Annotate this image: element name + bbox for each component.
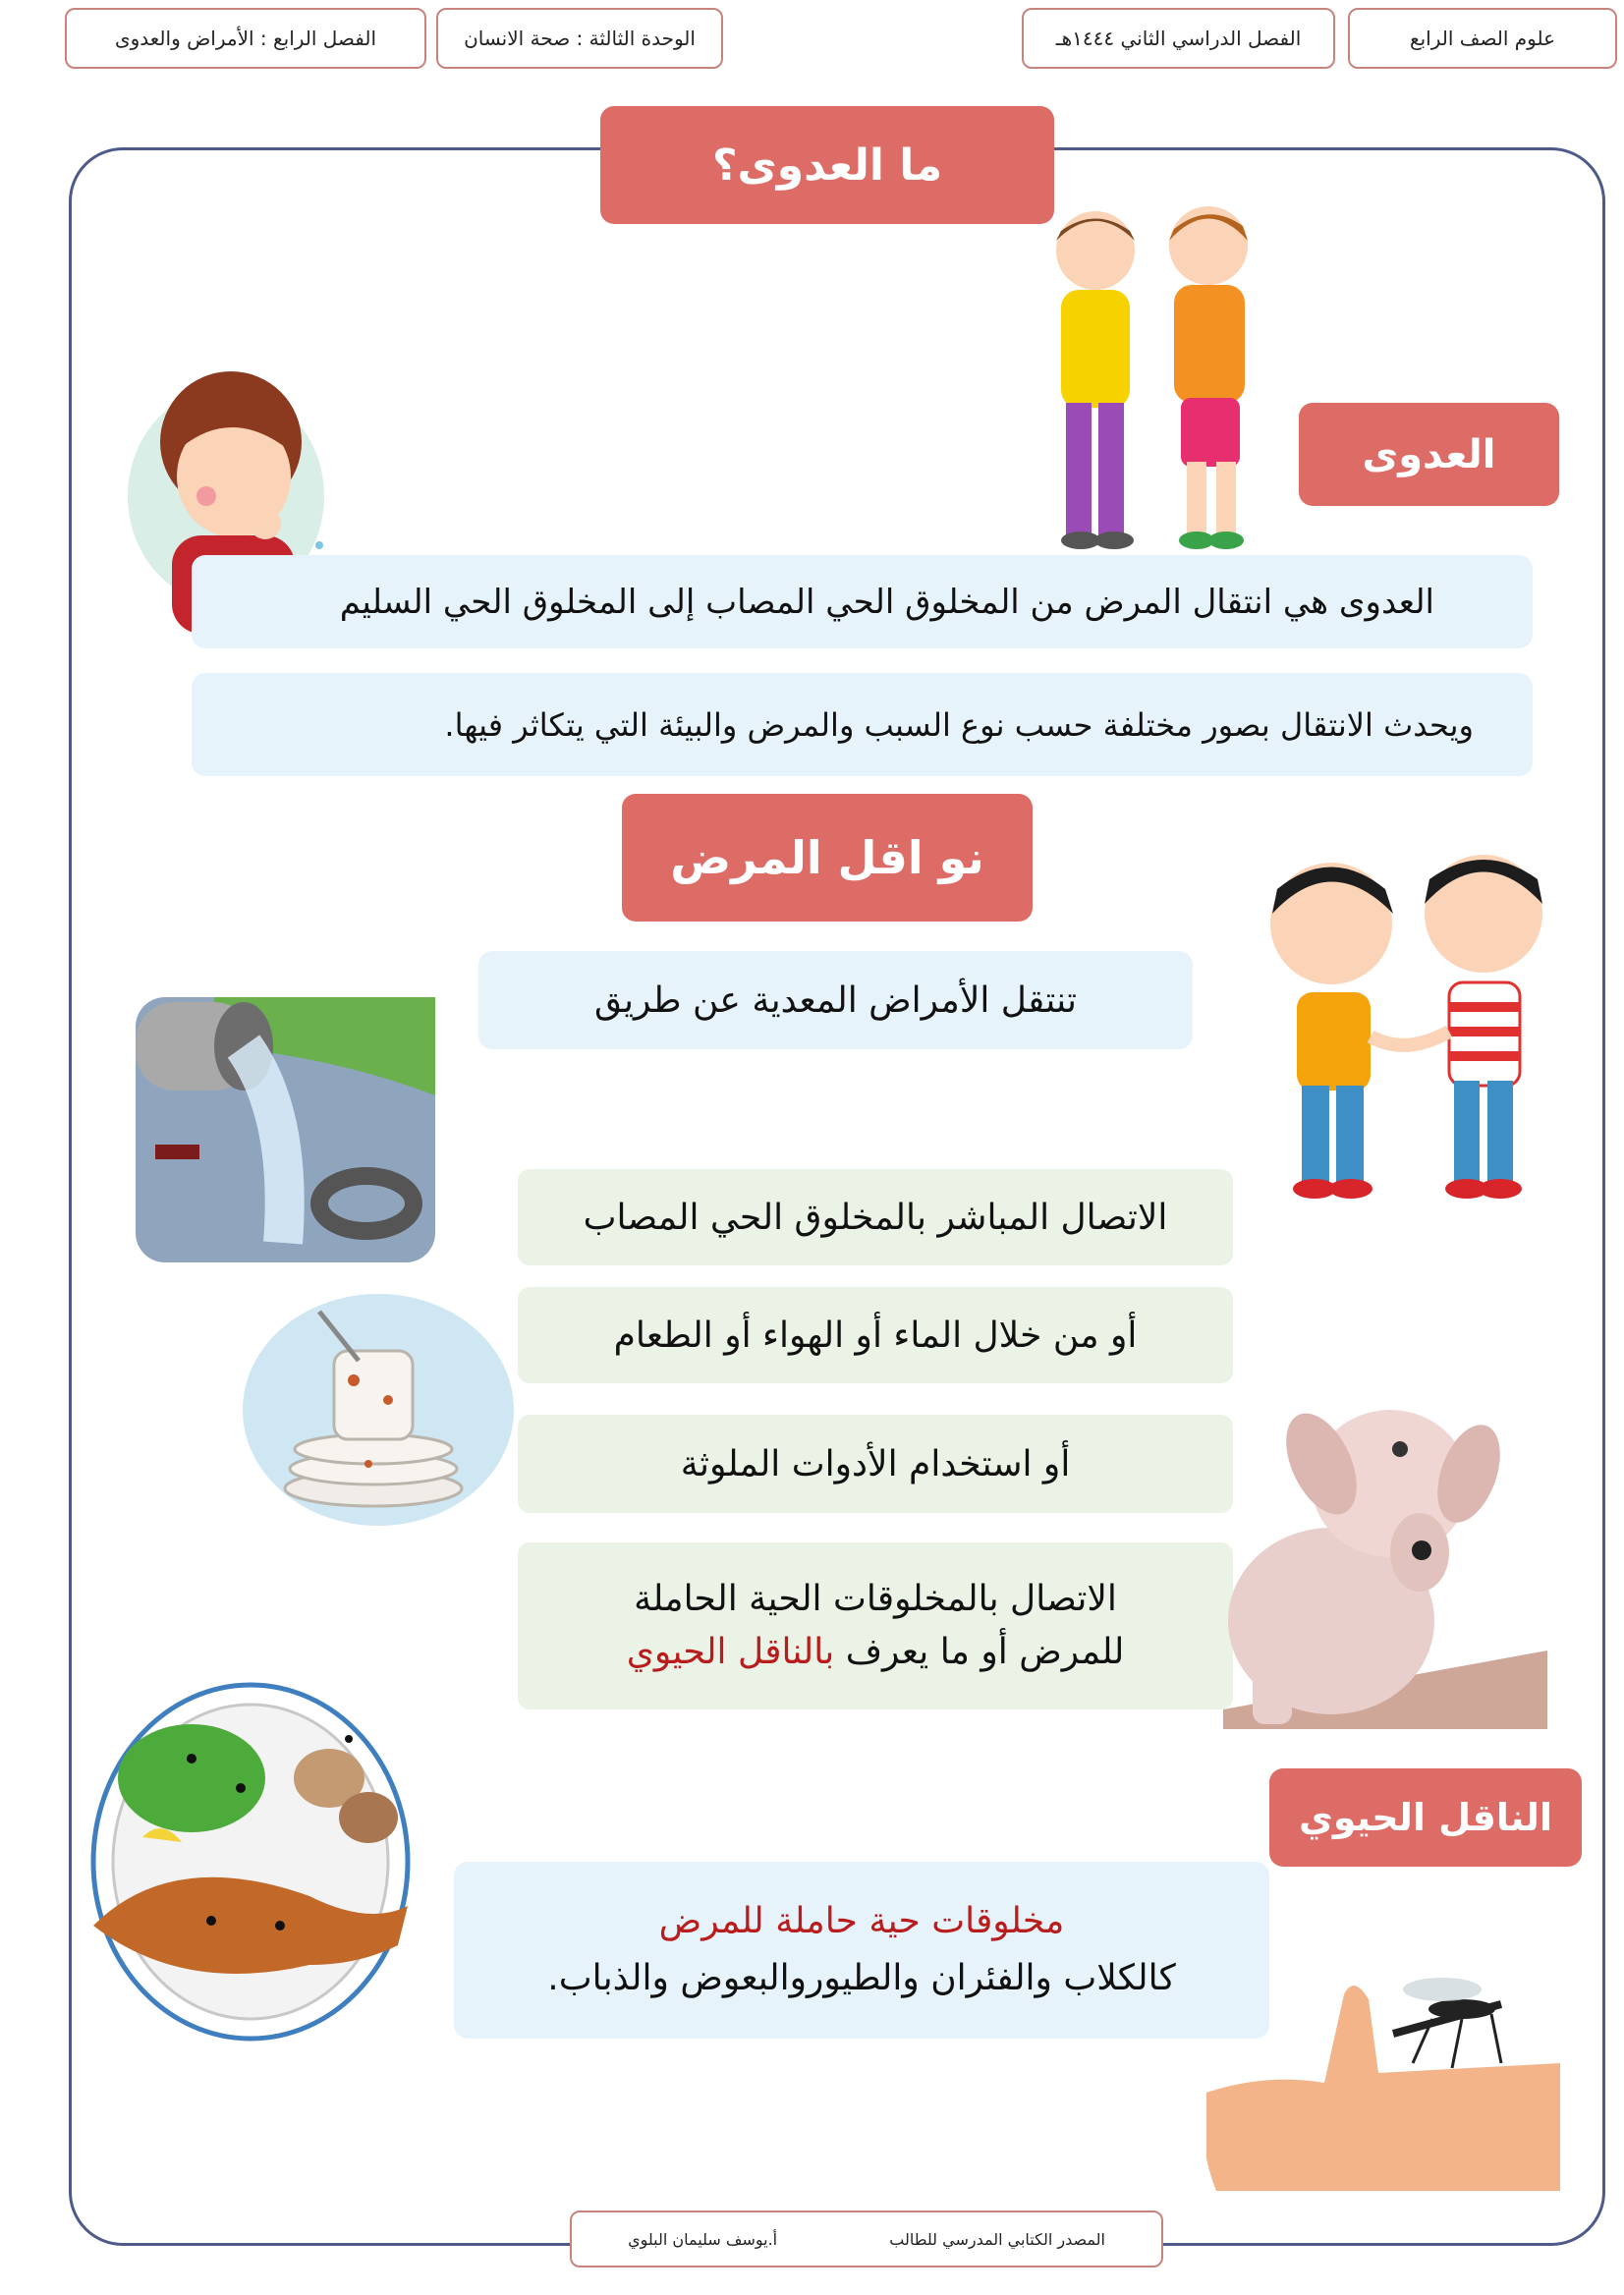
definition2-box	[192, 673, 1533, 776]
header-unit-text: الوحدة الثالثة : صحة الانسان	[464, 27, 696, 50]
bio-vector-examples-text: كالكلاب والفئران والطيوروالبعوض والذباب.	[547, 1958, 1176, 1998]
main-title-text: ما العدوى؟	[711, 140, 943, 191]
bio-vector-def-text: مخلوقات حية حاملة للمرض	[658, 1901, 1065, 1942]
flies-on-food-illustration	[84, 1670, 427, 2043]
living-carrier-line2-highlight: بالناقل الحيوي	[626, 1632, 835, 1672]
dirty-dishes-illustration	[241, 1292, 516, 1528]
header-term-text: الفصل الدراسي الثاني ١٤٤٤هـ	[1055, 27, 1302, 50]
header-term	[1022, 8, 1335, 69]
coughing-boys-illustration	[1032, 201, 1287, 555]
bio-vector-box	[454, 1862, 1269, 2039]
definition-text: العدوى هي انتقال المرض من المخلوق الحي المصاب إلى المخلوق الحي السليم	[339, 582, 1434, 622]
header-subject-text: علوم الصف الرابع	[1409, 27, 1556, 50]
carriers-title	[622, 794, 1033, 922]
carriers-title-text: نو اقل المرض	[670, 831, 984, 884]
header-unit	[436, 8, 723, 69]
header-subject	[1348, 8, 1617, 69]
handshake-boys-illustration	[1258, 845, 1552, 1208]
header-chapter-text: الفصل الرابع : الأمراض والعدوى	[114, 27, 377, 50]
carriers-intro-box	[478, 951, 1193, 1049]
living-carrier-line2	[627, 1626, 1125, 1679]
definition2-text: ويحدث الانتقال بصور مختلفة حسب نوع السبب والمرض والبيئة التي يتكاثر فيها.	[444, 705, 1474, 744]
bio-vector-label	[1269, 1768, 1582, 1867]
footer-source: المصدر الكتابي المدرسي للطالب	[889, 2229, 1105, 2249]
infection-label-text: العدوى	[1362, 431, 1496, 477]
mosquito-on-hand-illustration	[1206, 1965, 1560, 2191]
definition-box	[192, 555, 1533, 648]
carriers-intro-text: تنتقل الأمراض المعدية عن طريق	[594, 980, 1078, 1021]
way-contaminated-tools	[518, 1415, 1233, 1513]
way-water-air-food-text: أو من خلال الماء أو الهواء أو الطعام	[613, 1315, 1138, 1356]
footer-author: أ.يوسف سليمان البلوي	[628, 2229, 778, 2249]
living-carrier-line1: الاتصال بالمخلوقات الحية الحاملة	[634, 1579, 1117, 1619]
main-title	[600, 106, 1054, 224]
living-carrier-box	[518, 1542, 1233, 1709]
way-contaminated-tools-text: أو استخدام الأدوات الملوثة	[680, 1443, 1071, 1484]
way-water-air-food	[518, 1287, 1233, 1383]
bio-vector-label-text: الناقل الحيوي	[1299, 1796, 1552, 1839]
living-carrier-line2-prefix: للمرض أو ما يعرف	[845, 1632, 1125, 1672]
way-direct-contact	[518, 1169, 1233, 1265]
scratching-dog-illustration	[1213, 1395, 1547, 1729]
way-direct-contact-text: الاتصال المباشر بالمخلوق الحي المصاب	[583, 1197, 1168, 1238]
header-chapter	[65, 8, 426, 69]
infection-label	[1299, 403, 1559, 506]
polluted-water-illustration	[136, 968, 440, 1272]
footer	[570, 2211, 1163, 2267]
